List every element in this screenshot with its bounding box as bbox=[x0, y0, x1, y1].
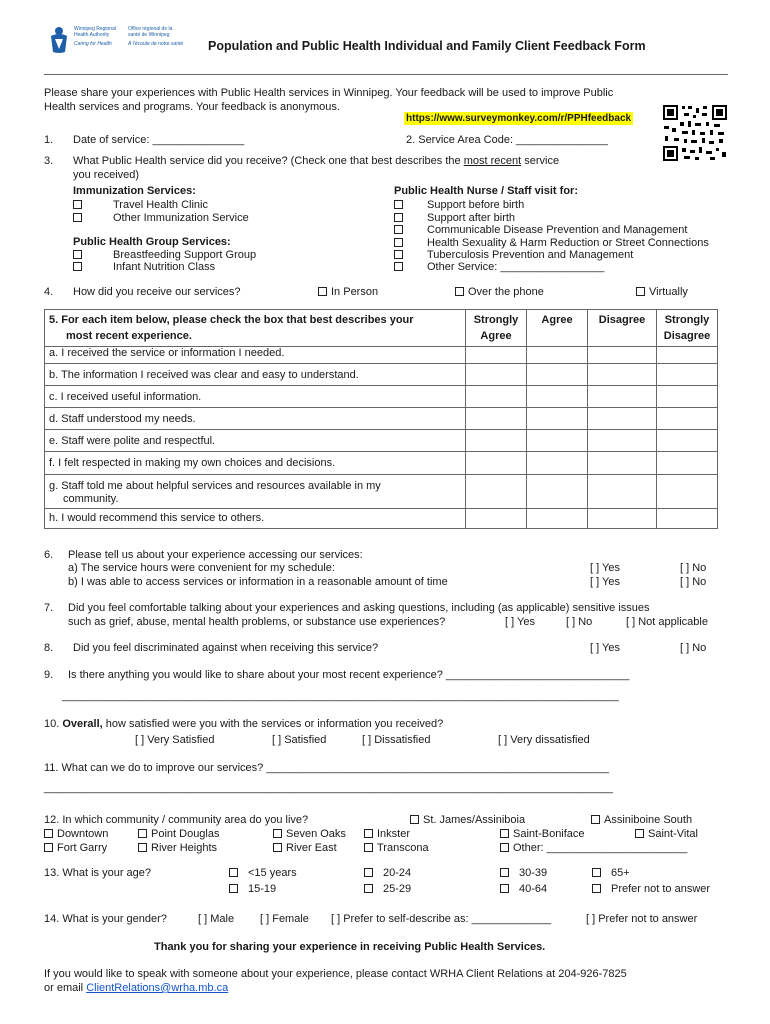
table-row bbox=[45, 430, 718, 452]
checkbox[interactable] bbox=[364, 868, 373, 877]
immunization-option[interactable] bbox=[73, 199, 86, 211]
area-label: River Heights bbox=[151, 842, 218, 854]
q8-no[interactable]: [ ] No bbox=[680, 642, 707, 654]
group-option[interactable] bbox=[73, 261, 86, 273]
q6-question: Please tell us about your experience accessing our services: bbox=[68, 549, 363, 561]
rating-cell[interactable] bbox=[657, 408, 718, 430]
checkbox[interactable] bbox=[592, 868, 601, 877]
statement-e: e. Staff were polite and respectful. bbox=[45, 430, 466, 452]
q7-question-line2: such as grief, abuse, mental health problems, or substance use experiences? bbox=[68, 616, 446, 628]
q14-self-describe[interactable]: [ ] Prefer to self-describe as: _____________ bbox=[331, 913, 552, 925]
q1-date-of-service[interactable]: Date of service: _______________ bbox=[73, 134, 245, 146]
rating-cell[interactable] bbox=[588, 386, 657, 408]
area-option[interactable] bbox=[364, 842, 429, 854]
rating-cell[interactable] bbox=[588, 430, 657, 452]
q3-question bbox=[73, 155, 559, 167]
nurse-option-label: Health Sexuality & Harm Reduction or Street Connections bbox=[427, 237, 709, 249]
nurse-option-label: Communicable Disease Prevention and Management bbox=[427, 224, 688, 236]
q10-very-satisfied[interactable]: [ ] Very Satisfied bbox=[135, 734, 215, 746]
area-label: St. James/Assiniboia bbox=[423, 814, 526, 826]
checkbox[interactable] bbox=[394, 225, 403, 234]
column-disagree bbox=[588, 310, 657, 347]
group-option-label: Breastfeeding Support Group bbox=[113, 249, 257, 261]
rating-cell[interactable] bbox=[657, 452, 718, 475]
q10-text: how satisfied were you with the services or information you received? bbox=[102, 718, 444, 730]
rating-cell[interactable] bbox=[588, 408, 657, 430]
checkbox[interactable] bbox=[73, 213, 82, 222]
age-option[interactable] bbox=[592, 867, 630, 879]
q6-a-yes[interactable]: [ ] Yes bbox=[590, 562, 620, 574]
q14-question: 14. What is your gender? bbox=[44, 913, 167, 925]
age-label: 30-39 bbox=[519, 867, 548, 879]
immunization-option[interactable] bbox=[73, 212, 86, 224]
q1-number: 1. bbox=[44, 134, 54, 146]
q4-question: How did you receive our services? bbox=[73, 286, 241, 298]
q5-rating-table bbox=[44, 309, 718, 529]
immunization-heading: Immunization Services: bbox=[73, 185, 196, 197]
checkbox[interactable] bbox=[500, 829, 509, 838]
column-label: Disagree bbox=[663, 330, 711, 342]
statement-g-line2: community. bbox=[63, 493, 119, 505]
nurse-option[interactable] bbox=[394, 224, 407, 236]
title-divider bbox=[44, 74, 728, 75]
checkbox[interactable] bbox=[636, 287, 645, 296]
rating-cell[interactable] bbox=[588, 364, 657, 386]
rating-cell[interactable] bbox=[466, 430, 527, 452]
rating-cell[interactable] bbox=[657, 386, 718, 408]
q7-number: 7. bbox=[44, 602, 54, 614]
q4-option-label: Over the phone bbox=[468, 286, 544, 298]
intro-line-2: Health services and programs. Your feedback is anonymous. bbox=[44, 101, 340, 113]
column-label: Disagree bbox=[598, 314, 646, 326]
thank-you-message: Thank you for sharing your experience in receiving Public Health Services. bbox=[154, 941, 546, 953]
q4-option-in-person[interactable] bbox=[318, 286, 378, 298]
q3-text-pre: What Public Health service did you receive? (Check one that best describes the bbox=[73, 155, 464, 167]
statement-a: a. I received the service or information I needed. bbox=[45, 347, 466, 364]
age-option[interactable] bbox=[364, 883, 411, 895]
checkbox[interactable] bbox=[229, 868, 238, 877]
age-label: 15-19 bbox=[248, 883, 277, 895]
rating-cell[interactable] bbox=[527, 364, 588, 386]
checkbox[interactable] bbox=[635, 829, 644, 838]
q8-number: 8. bbox=[44, 642, 54, 654]
statement-c: c. I received useful information. bbox=[45, 386, 466, 408]
logo-fr-3: À l'écoute de notre santé bbox=[128, 41, 184, 47]
area-label: Saint-Boniface bbox=[513, 828, 585, 840]
checkbox[interactable] bbox=[394, 262, 403, 271]
logo-fr-2: santé de Winnipeg bbox=[128, 32, 170, 38]
checkbox[interactable] bbox=[364, 843, 373, 852]
rating-cell[interactable] bbox=[657, 430, 718, 452]
q6-number: 6. bbox=[44, 549, 54, 561]
q11-question[interactable]: 11. What can we do to improve our services? ________________________________________________________ bbox=[44, 762, 609, 774]
logo-line-1: Winnipeg Regional bbox=[74, 26, 116, 32]
checkbox[interactable] bbox=[73, 262, 82, 271]
checkbox[interactable] bbox=[500, 843, 509, 852]
area-option[interactable] bbox=[364, 828, 410, 840]
checkbox[interactable] bbox=[73, 200, 82, 209]
q6-b: b) I was able to access services or information in a reasonable amount of time bbox=[68, 576, 448, 588]
q7-not-applicable[interactable]: [ ] Not applicable bbox=[626, 616, 708, 628]
checkbox[interactable] bbox=[138, 829, 147, 838]
q9-number: 9. bbox=[44, 669, 54, 681]
page-title: Population and Public Health Individual and Family Client Feedback Form bbox=[208, 39, 646, 53]
wrha-logo-icon bbox=[48, 26, 70, 54]
q10-very-dissatisfied[interactable]: [ ] Very dissatisfied bbox=[498, 734, 590, 746]
checkbox[interactable] bbox=[364, 829, 373, 838]
rating-cell[interactable] bbox=[588, 475, 657, 509]
area-option[interactable] bbox=[44, 828, 108, 840]
q12-question: 12. In which community / community area do you live? bbox=[44, 814, 309, 826]
q2-service-area-code[interactable]: 2. Service Area Code: _______________ bbox=[406, 134, 608, 146]
checkbox[interactable] bbox=[410, 815, 419, 824]
nurse-option[interactable] bbox=[394, 212, 407, 224]
q6-a-no[interactable]: [ ] No bbox=[680, 562, 707, 574]
rating-cell[interactable] bbox=[466, 408, 527, 430]
rating-cell[interactable] bbox=[466, 452, 527, 475]
table-row bbox=[45, 386, 718, 408]
area-label: Inkster bbox=[377, 828, 411, 840]
rating-cell[interactable] bbox=[527, 408, 588, 430]
checkbox[interactable] bbox=[44, 843, 53, 852]
rating-cell[interactable] bbox=[527, 386, 588, 408]
survey-link-wrap bbox=[404, 112, 633, 124]
column-label: Agree bbox=[480, 330, 512, 342]
q10-number: 10. bbox=[44, 718, 60, 730]
area-label: Seven Oaks bbox=[286, 828, 346, 840]
q3-question-line2: you received) bbox=[73, 169, 140, 181]
nurse-option[interactable] bbox=[394, 261, 407, 273]
q4-option-label: In Person bbox=[331, 286, 379, 298]
nurse-option-label: Support after birth bbox=[427, 212, 516, 224]
column-label: Strongly bbox=[664, 314, 710, 326]
q8-question: Did you feel discriminated against when receiving this service? bbox=[73, 642, 379, 654]
q10-bold: Overall, bbox=[62, 718, 103, 730]
age-label: <15 years bbox=[248, 867, 297, 879]
table-row bbox=[45, 347, 718, 364]
q5-header bbox=[45, 310, 466, 347]
area-label: River East bbox=[286, 842, 337, 854]
checkbox[interactable] bbox=[394, 213, 403, 222]
q6-b-no[interactable]: [ ] No bbox=[680, 576, 707, 588]
rating-cell[interactable] bbox=[588, 347, 657, 364]
rating-cell[interactable] bbox=[466, 386, 527, 408]
checkbox[interactable] bbox=[500, 884, 509, 893]
rating-cell[interactable] bbox=[527, 347, 588, 364]
client-relations-email-link[interactable]: ClientRelations@wrha.mb.ca bbox=[86, 982, 229, 994]
age-label: 25-29 bbox=[383, 883, 412, 895]
q7-yes[interactable]: [ ] Yes bbox=[505, 616, 535, 628]
age-option[interactable] bbox=[364, 867, 411, 879]
group-option-label: Infant Nutrition Class bbox=[113, 261, 216, 273]
area-option[interactable] bbox=[500, 842, 687, 854]
wrha-logo bbox=[48, 26, 198, 56]
age-label: 65+ bbox=[611, 867, 630, 879]
rating-cell[interactable] bbox=[527, 509, 588, 529]
q7-no[interactable]: [ ] No bbox=[566, 616, 593, 628]
checkbox[interactable] bbox=[394, 250, 403, 259]
nurse-option[interactable] bbox=[394, 249, 407, 261]
checkbox[interactable] bbox=[273, 843, 282, 852]
checkbox[interactable] bbox=[500, 868, 509, 877]
statement-b: b. The information I received was clear and easy to understand. bbox=[45, 364, 466, 386]
age-option[interactable] bbox=[500, 867, 547, 879]
area-label: Assiniboine South bbox=[604, 814, 693, 826]
checkbox[interactable] bbox=[44, 829, 53, 838]
q14-female[interactable]: [ ] Female bbox=[260, 913, 309, 925]
rating-cell[interactable] bbox=[657, 347, 718, 364]
rating-cell[interactable] bbox=[588, 452, 657, 475]
checkbox[interactable] bbox=[229, 884, 238, 893]
q5-header-line2: most recent experience. bbox=[66, 330, 192, 342]
contact-line-1: If you would like to speak with someone about your experience, please contact WRHA Client Relations at 204-926-7825 bbox=[44, 968, 627, 980]
area-label: Other: _______________________ bbox=[513, 842, 688, 854]
nurse-option[interactable] bbox=[394, 237, 407, 249]
q10-satisfied[interactable]: [ ] Satisfied bbox=[272, 734, 327, 746]
nurse-option-label: Support before birth bbox=[427, 199, 525, 211]
q4-option-label: Virtually bbox=[649, 286, 688, 298]
area-option[interactable] bbox=[591, 814, 692, 826]
logo-fr-1: Office régional de la bbox=[128, 26, 173, 32]
checkbox[interactable] bbox=[455, 287, 464, 296]
age-label: 40-64 bbox=[519, 883, 548, 895]
area-option[interactable] bbox=[273, 828, 346, 840]
table-row bbox=[45, 509, 718, 529]
column-label: Strongly bbox=[473, 314, 519, 326]
intro-line-1: Please share your experiences with Public Health services in Winnipeg. Your feedback will be used to improve Public bbox=[44, 87, 614, 99]
survey-link[interactable]: https://www.surveymonkey.com/r/PPHfeedback bbox=[406, 113, 632, 124]
table-row bbox=[45, 364, 718, 386]
qr-code-icon bbox=[662, 104, 728, 162]
column-label: Agree bbox=[541, 314, 573, 326]
age-label: Prefer not to answer bbox=[611, 883, 711, 895]
q6-b-yes[interactable]: [ ] Yes bbox=[590, 576, 620, 588]
statement-h: h. I would recommend this service to others. bbox=[45, 509, 466, 529]
q5-header-line1: 5. For each item below, please check the box that best describes your bbox=[49, 314, 414, 326]
nurse-visit-heading: Public Health Nurse / Staff visit for: bbox=[394, 185, 578, 197]
logo-line-2: Health Authority bbox=[74, 32, 110, 38]
age-option[interactable] bbox=[229, 883, 276, 895]
area-label: Downtown bbox=[57, 828, 109, 840]
rating-cell[interactable] bbox=[657, 509, 718, 529]
checkbox[interactable] bbox=[591, 815, 600, 824]
table-header-row bbox=[45, 310, 718, 347]
rating-cell[interactable] bbox=[466, 347, 527, 364]
statement-g-line1: g. Staff told me about helpful services and resources available in my bbox=[49, 480, 381, 492]
table-row bbox=[45, 475, 718, 509]
rating-cell[interactable] bbox=[466, 509, 527, 529]
area-option[interactable] bbox=[44, 842, 107, 854]
rating-cell[interactable] bbox=[466, 475, 527, 509]
q6-a: a) The service hours were convenient for my schedule: bbox=[68, 562, 335, 574]
area-option[interactable] bbox=[273, 842, 337, 854]
rating-cell[interactable] bbox=[588, 509, 657, 529]
q4-option-phone[interactable] bbox=[455, 286, 544, 298]
rating-cell[interactable] bbox=[527, 452, 588, 475]
logo-line-3: Caring for Health bbox=[74, 41, 112, 47]
statement-g bbox=[45, 475, 466, 509]
area-label: Fort Garry bbox=[57, 842, 108, 854]
immunization-option-label: Travel Health Clinic bbox=[113, 199, 208, 211]
q3-text-post: service bbox=[521, 155, 560, 167]
rating-cell[interactable] bbox=[657, 364, 718, 386]
nurse-option-label: Other Service: _________________ bbox=[427, 261, 605, 273]
nurse-option[interactable] bbox=[394, 199, 407, 211]
q13-question: 13. What is your age? bbox=[44, 867, 152, 879]
checkbox[interactable] bbox=[364, 884, 373, 893]
column-strongly-disagree bbox=[657, 310, 718, 347]
nurse-option-label: Tuberculosis Prevention and Management bbox=[427, 249, 634, 261]
area-label: Transcona bbox=[377, 842, 429, 854]
q9-question[interactable]: Is there anything you would like to share about your most recent experience? ______________________________ bbox=[68, 669, 630, 681]
q3-number: 3. bbox=[44, 155, 54, 167]
rating-cell[interactable] bbox=[527, 475, 588, 509]
column-strongly-agree bbox=[466, 310, 527, 347]
q10-question bbox=[44, 718, 443, 730]
checkbox[interactable] bbox=[273, 829, 282, 838]
contact-line-2 bbox=[44, 982, 228, 994]
q9-answer-line[interactable]: ___________________________________________________________________________________________ bbox=[62, 690, 619, 702]
q14-prefer-not[interactable]: [ ] Prefer not to answer bbox=[586, 913, 698, 925]
q4-number: 4. bbox=[44, 286, 54, 298]
age-option[interactable] bbox=[229, 867, 297, 879]
q3-text-underlined: most recent bbox=[463, 155, 522, 167]
q11-answer-line[interactable]: _____________________________________________________________________________________________ bbox=[44, 782, 613, 794]
rating-cell[interactable] bbox=[466, 364, 527, 386]
table-row bbox=[45, 408, 718, 430]
checkbox[interactable] bbox=[592, 884, 601, 893]
statement-f: f. I felt respected in making my own choices and decisions. bbox=[45, 452, 466, 475]
q4-option-virtual[interactable] bbox=[636, 286, 688, 298]
checkbox[interactable] bbox=[394, 200, 403, 209]
checkbox[interactable] bbox=[318, 287, 327, 296]
statement-d: d. Staff understood my needs. bbox=[45, 408, 466, 430]
age-option[interactable] bbox=[592, 883, 710, 895]
rating-cell[interactable] bbox=[527, 430, 588, 452]
table-row bbox=[45, 452, 718, 475]
area-label: Point Douglas bbox=[151, 828, 220, 840]
area-option[interactable] bbox=[500, 828, 585, 840]
area-label: Saint-Vital bbox=[648, 828, 698, 840]
age-label: 20-24 bbox=[383, 867, 412, 879]
q7-question-line1: Did you feel comfortable talking about your experiences and asking questions, including (as applicable) sensitive issues bbox=[68, 602, 650, 614]
q8-yes[interactable]: [ ] Yes bbox=[590, 642, 620, 654]
column-agree bbox=[527, 310, 588, 347]
rating-cell[interactable] bbox=[657, 475, 718, 509]
age-option[interactable] bbox=[500, 883, 547, 895]
q10-dissatisfied[interactable]: [ ] Dissatisfied bbox=[362, 734, 431, 746]
contact-email-prefix: or email bbox=[44, 982, 87, 994]
group-services-heading: Public Health Group Services: bbox=[73, 236, 231, 248]
checkbox[interactable] bbox=[138, 843, 147, 852]
checkbox[interactable] bbox=[394, 238, 403, 247]
area-option[interactable] bbox=[138, 828, 220, 840]
group-option[interactable] bbox=[73, 249, 86, 261]
area-option[interactable] bbox=[635, 828, 698, 840]
immunization-option-label: Other Immunization Service bbox=[113, 212, 249, 224]
area-option[interactable] bbox=[138, 842, 217, 854]
area-option[interactable] bbox=[410, 814, 525, 826]
q14-male[interactable]: [ ] Male bbox=[198, 913, 235, 925]
checkbox[interactable] bbox=[73, 250, 82, 259]
